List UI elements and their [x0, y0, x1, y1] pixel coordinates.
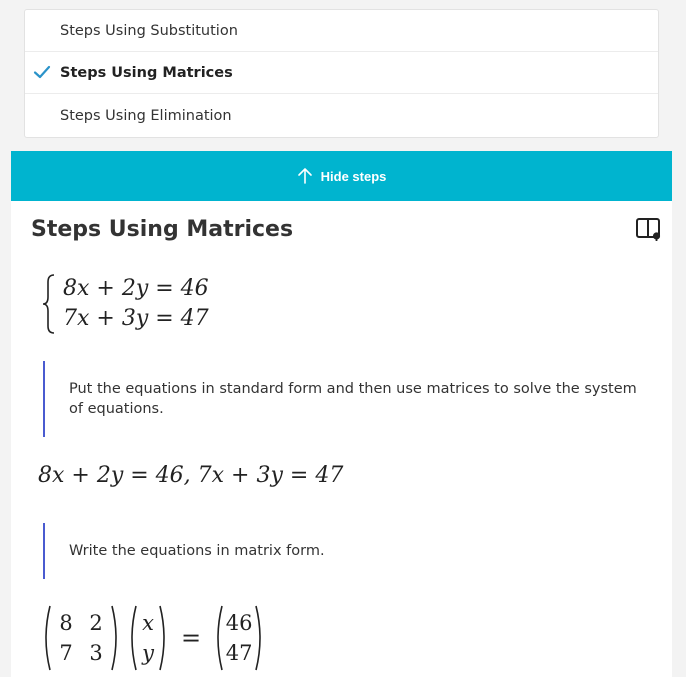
left-paren: [213, 604, 223, 672]
method-matrices[interactable]: [25, 52, 658, 94]
variable-vector: [127, 604, 169, 672]
right-paren: [255, 604, 265, 672]
immersive-reader-icon[interactable]: [635, 216, 663, 242]
equals-sign: =: [181, 624, 202, 652]
system-equation-2: 7x + 3y = 47: [63, 306, 209, 331]
right-paren: [159, 604, 169, 672]
step-text: Put the equations in standard form and then use matrices to solve the system of equations.: [69, 381, 637, 417]
system-equation-1: 8x + 2y = 46: [63, 276, 209, 301]
matrix-cell: 3: [89, 641, 103, 665]
standard-form-equations: 8x + 2y = 46, 7x + 3y = 47: [38, 463, 344, 488]
step-text: Write the equations in matrix form.: [69, 543, 325, 559]
solution-methods-list: [24, 9, 659, 138]
method-substitution[interactable]: [25, 10, 658, 52]
vector-cell: y: [142, 641, 154, 665]
equation-system: [41, 273, 209, 335]
vector-cell: 46: [225, 611, 253, 635]
left-paren: [41, 604, 51, 672]
checkmark-icon: [33, 63, 51, 81]
method-label: Steps Using Substitution: [60, 22, 238, 39]
hide-steps-label: Hide steps: [320, 168, 387, 184]
vector-cell: x: [142, 611, 154, 635]
coefficient-matrix: [41, 604, 121, 672]
step-explanation-2: [43, 523, 653, 579]
method-elimination[interactable]: [25, 95, 658, 137]
steps-panel: [11, 201, 672, 677]
left-brace: [41, 273, 57, 335]
panel-title: Steps Using Matrices: [31, 217, 294, 242]
matrix-cell: 8: [59, 611, 73, 635]
hide-steps-button[interactable]: [11, 151, 672, 201]
method-label: Steps Using Elimination: [60, 108, 232, 124]
matrix-cell: 7: [59, 641, 73, 665]
constant-vector: [213, 604, 265, 672]
right-paren: [111, 604, 121, 672]
vector-cell: 47: [225, 641, 253, 665]
matrix-cell: 2: [89, 611, 103, 635]
matrix-equation: [41, 604, 265, 672]
left-paren: [127, 604, 137, 672]
method-label: Steps Using Matrices: [60, 64, 233, 81]
arrow-up-icon: [297, 167, 313, 185]
step-explanation-1: [43, 361, 653, 437]
